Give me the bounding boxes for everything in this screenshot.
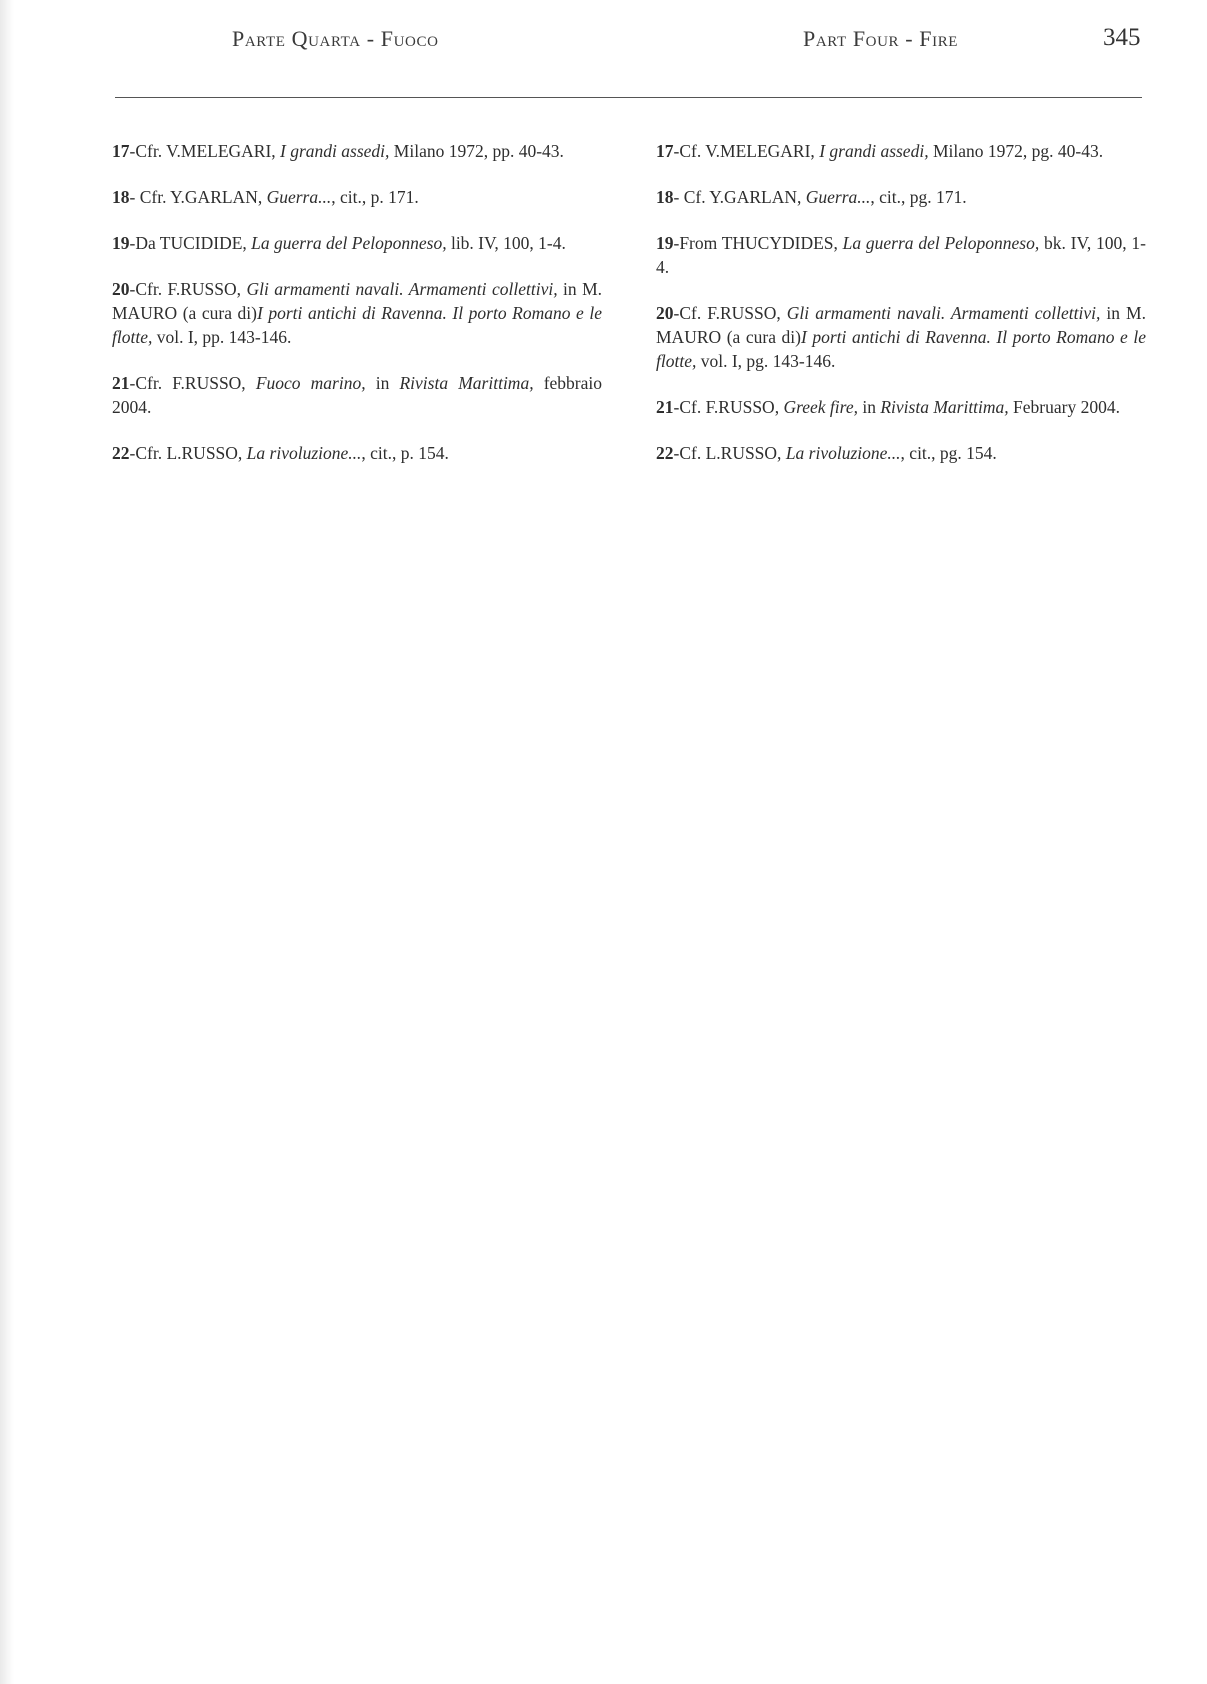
footnote-number: 17 [112, 141, 130, 161]
footnote-title-italic: Guerra... [805, 187, 871, 207]
footnote-en-21 [656, 395, 1146, 419]
footnote-title-italic: La guerra del Peloponneso, [251, 233, 447, 253]
footnote-text: Cfr. L.RUSSO, [135, 443, 247, 463]
footnote-text: Cfr. F.RUSSO, [135, 279, 247, 299]
footnote-number: 18 [112, 187, 130, 207]
footnote-text: Cf. V.MELEGARI, [679, 141, 820, 161]
footnote-separator: - [673, 303, 680, 323]
footnote-separator: - [129, 443, 136, 463]
footnote-title-italic: Gli armamenti navali. Armamenti collettivi, [246, 279, 558, 299]
footnote-text: Cf. F.RUSSO, [679, 397, 784, 417]
footnote-en-19 [656, 231, 1146, 279]
footnote-title-italic: I porti antichi di Ravenna. Il porto Romano e le flotte, [112, 303, 602, 347]
footnote-separator: - [129, 141, 136, 161]
footnote-separator: - [129, 279, 136, 299]
footnote-text: February 2004. [1008, 397, 1120, 417]
footnote-number: 20 [656, 303, 674, 323]
footnote-separator: - [129, 373, 136, 393]
footnote-separator: - [129, 233, 136, 253]
footnote-title-italic: I grandi assedi, [280, 141, 390, 161]
footnote-number: 17 [656, 141, 674, 161]
footnote-number: 18 [656, 187, 674, 207]
footnote-text: in M. MAURO (a cura di) [112, 279, 603, 323]
footnote-number: 20 [112, 279, 130, 299]
footnote-text: lib. IV, 100, 1-4. [446, 233, 566, 253]
footnote-text: From THUCYDIDES, [679, 233, 843, 253]
footnote-text: Cf. F.RUSSO, [679, 303, 787, 323]
footnote-number: 19 [656, 233, 674, 253]
footnote-separator: - [673, 187, 684, 207]
footnote-text: , cit., p. 171. [331, 187, 419, 207]
footnote-text: in [857, 397, 881, 417]
footnote-text: in [365, 373, 400, 393]
footnote-text: Cf. L.RUSSO, [679, 443, 786, 463]
footnote-en-20 [656, 301, 1146, 373]
footnote-separator: - [673, 141, 680, 161]
header-rule [115, 97, 1142, 98]
footnote-number: 22 [656, 443, 674, 463]
notes-column-italian [112, 139, 602, 487]
footnote-text: Da TUCIDIDE, [135, 233, 252, 253]
footnote-it-18 [112, 185, 602, 209]
footnote-text: Cf. Y.GARLAN, [683, 187, 806, 207]
footnote-separator: - [673, 397, 680, 417]
footnote-title-italic: I porti antichi di Ravenna. Il porto Romano e le flotte, [656, 327, 1146, 371]
footnote-text: in M. MAURO (a cura di) [656, 303, 1146, 347]
notes-column-english [656, 139, 1146, 487]
footnote-it-17 [112, 139, 602, 163]
footnote-title-italic: I grandi assedi, [819, 141, 929, 161]
footnote-title-italic: La rivoluzione... [246, 443, 362, 463]
header-english-title: Part Four - Fire [803, 26, 959, 51]
footnote-text: vol. I, pp. 143-146. [152, 327, 292, 347]
running-header [0, 22, 1207, 62]
footnote-title-italic: Greek fire, [783, 397, 858, 417]
footnote-text: vol. I, pg. 143-146. [696, 351, 836, 371]
footnote-text: Milano 1972, pg. 40-43. [928, 141, 1104, 161]
footnote-text: bk. IV, 100, 1-4. [656, 233, 1146, 277]
footnote-title-italic: Rivista Marittima, [399, 373, 534, 393]
footnote-separator: - [673, 233, 680, 253]
footnote-text: febbraio 2004. [112, 373, 603, 417]
footnote-text: , cit., p. 154. [361, 443, 449, 463]
page-number: 345 [1103, 24, 1141, 51]
page-edge-shadow [0, 0, 14, 1684]
footnote-number: 22 [112, 443, 130, 463]
footnote-it-22 [112, 441, 602, 465]
footnote-separator: - [129, 187, 140, 207]
footnote-text: , cit., pg. 171. [870, 187, 967, 207]
footnote-title-italic: La rivoluzione... [785, 443, 901, 463]
footnote-separator: - [673, 443, 680, 463]
footnote-title-italic: Rivista Marittima, [880, 397, 1009, 417]
footnote-it-20 [112, 277, 602, 349]
footnote-it-19 [112, 231, 602, 255]
footnote-text: Milano 1972, pp. 40-43. [389, 141, 564, 161]
footnote-text: Cfr. Y.GARLAN, [139, 187, 267, 207]
footnote-title-italic: Guerra... [266, 187, 332, 207]
footnote-title-italic: Fuoco marino, [255, 373, 366, 393]
footnote-text: , cit., pg. 154. [900, 443, 997, 463]
footnote-title-italic: Gli armamenti navali. Armamenti collettivi, [786, 303, 1101, 323]
footnote-it-21 [112, 371, 602, 419]
footnote-text: Cfr. F.RUSSO, [135, 373, 256, 393]
header-italian-title: Parte Quarta - Fuoco [232, 26, 439, 51]
footnote-en-17 [656, 139, 1146, 163]
footnote-text: Cfr. V.MELEGARI, [135, 141, 281, 161]
footnote-title-italic: La guerra del Peloponneso, [842, 233, 1040, 253]
footnote-number: 21 [112, 373, 130, 393]
footnote-number: 21 [656, 397, 674, 417]
footnote-en-22 [656, 441, 1146, 465]
footnote-en-18 [656, 185, 1146, 209]
footnote-number: 19 [112, 233, 130, 253]
